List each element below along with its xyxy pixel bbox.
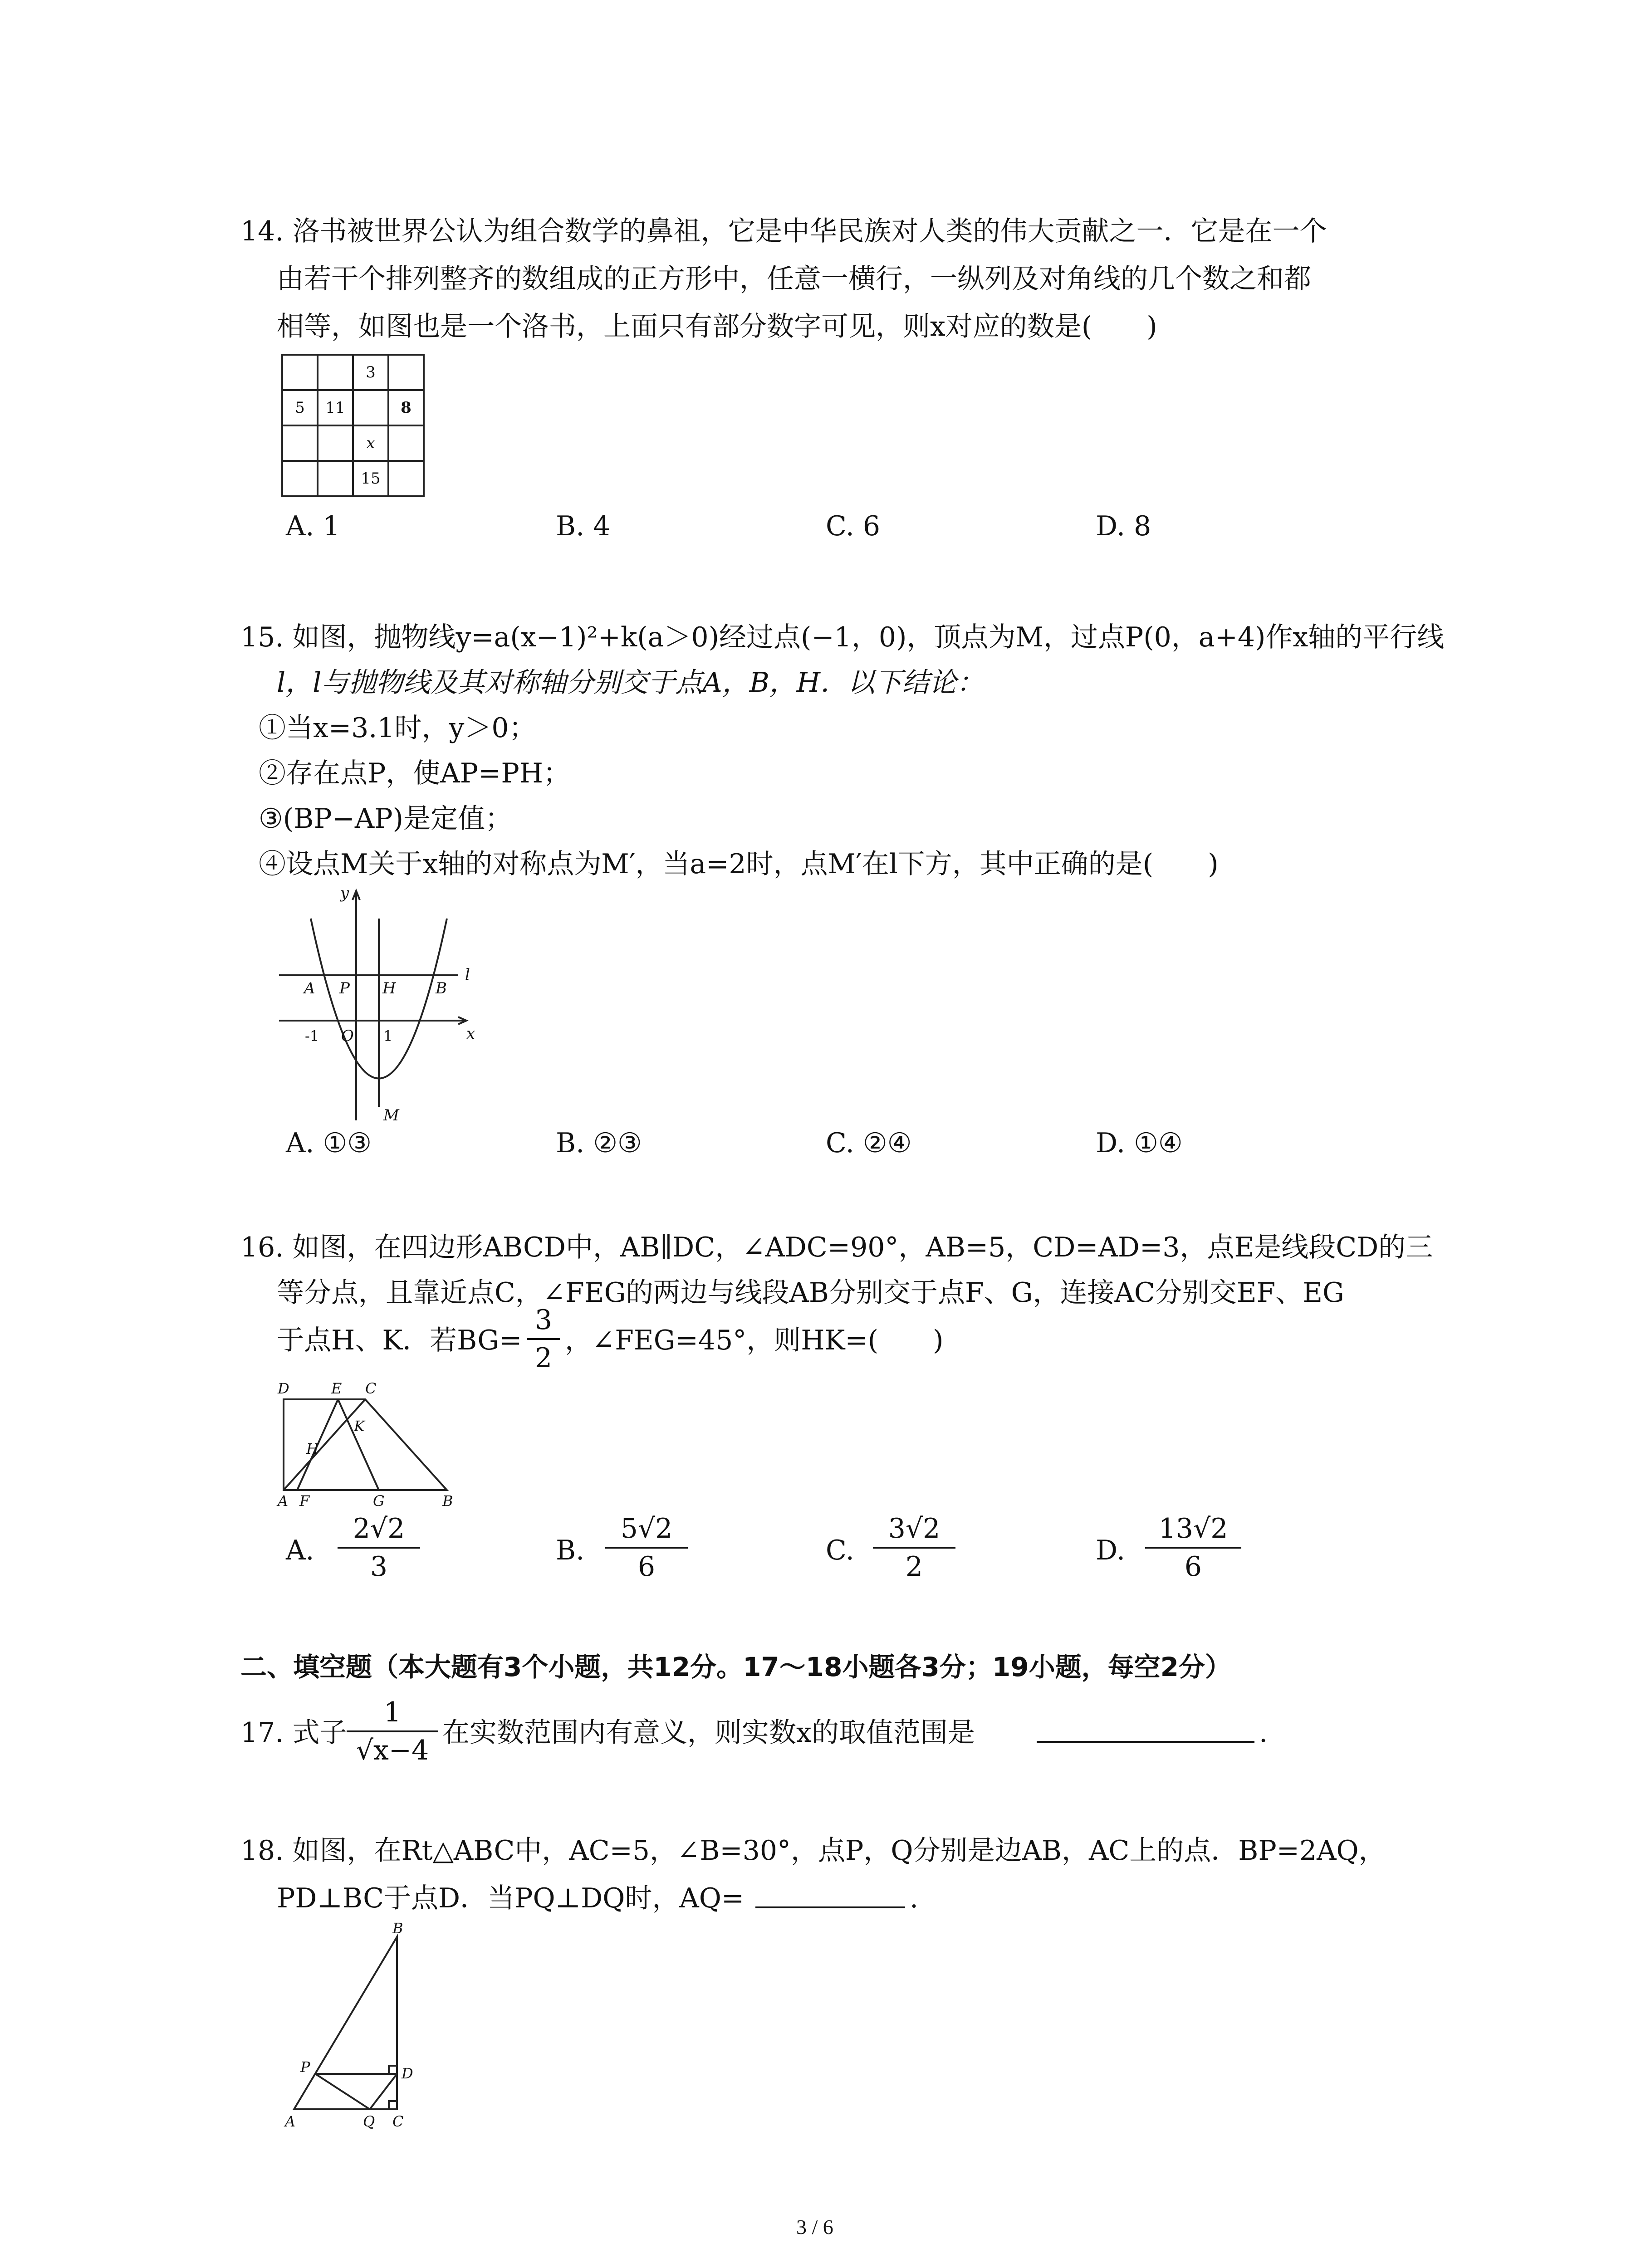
q17-numerator: 1 <box>383 1696 402 1728</box>
q17-suffix: 在实数范围内有意义，则实数x的取值范围是 <box>442 1717 975 1749</box>
q16-line-2: 等分点，且靠近点C，∠FEG的两边与线段AB分别交于点F、G，连接AC分别交EF、EG <box>277 1277 1344 1309</box>
point-c-label: C <box>365 1380 377 1397</box>
cell-r1c1: 11 <box>325 399 345 417</box>
q16-option-b-den: 6 <box>637 1551 656 1583</box>
axis-y-label: y <box>340 885 349 902</box>
q16-option-b-fraction[interactable] <box>603 1510 690 1585</box>
q18-end: . <box>910 1882 919 1914</box>
q16-option-c-fraction[interactable] <box>871 1510 957 1585</box>
q14-option-a[interactable]: A. 1 <box>286 510 340 542</box>
point-a-label: A <box>278 1492 289 1510</box>
cell-r3c2: 15 <box>361 469 381 488</box>
q16-option-d-num: 13√2 <box>1158 1513 1228 1545</box>
q16-option-c-den: 2 <box>905 1551 923 1583</box>
q15-option-d[interactable]: D. ①④ <box>1096 1127 1183 1159</box>
q16-bg-numerator: 3 <box>534 1304 553 1336</box>
q17-denominator: √x−4 <box>356 1735 429 1766</box>
q15-conclusion-3: ③(BP−AP)是定值； <box>259 803 513 835</box>
point-c-label: C <box>392 2113 404 2130</box>
q14-option-b[interactable]: B. 4 <box>556 510 611 542</box>
point-q-label: Q <box>363 2113 375 2130</box>
point-g-label: G <box>373 1492 385 1510</box>
q16-option-c-num: 3√2 <box>888 1513 941 1545</box>
q15-line-1: 15. 如图，抛物线y=a(x−1)²+k(a＞0)经过点(−1，0)，顶点为M，过点P(0，a+4)作x轴的平行线 <box>240 621 1445 653</box>
q16-line-1: 16. 如图，在四边形ABCD中，AB∥DC，∠ADC=90°，AB=5，CD=AD=3，点E是线段CD的三 <box>240 1232 1433 1263</box>
cell-r1c0: 5 <box>295 399 305 417</box>
point-o-label: O <box>341 1027 354 1045</box>
q16-option-c-letter[interactable]: C. <box>826 1535 854 1566</box>
point-b-label: B <box>442 1492 453 1510</box>
q14-line-1: 14. 洛书被世界公认为组合数学的鼻祖，它是中华民族对人类的伟大贡献之一．它是在一个 <box>240 215 1327 247</box>
line-l-label: l <box>465 966 470 984</box>
q16-option-a-num: 2√2 <box>353 1513 405 1545</box>
q17-fraction <box>345 1694 440 1769</box>
q16-option-b-num: 5√2 <box>620 1513 673 1545</box>
page-number: 3 / 6 <box>796 2215 833 2239</box>
q16-option-d-den: 6 <box>1184 1551 1202 1583</box>
q15-conclusion-2: ②存在点P，使AP=PH； <box>259 758 571 789</box>
cell-r0c2: 3 <box>366 363 376 381</box>
q17-prefix: 17. 式子 <box>240 1717 347 1749</box>
q18-line-1: 18. 如图，在Rt△ABC中，AC=5，∠B=30°，点P，Q分别是边AB，AC上的点．BP=2AQ， <box>240 1835 1386 1867</box>
point-p-label: P <box>339 979 350 997</box>
q18-answer-blank[interactable] <box>755 1906 905 1908</box>
axis-x-label: x <box>466 1025 475 1043</box>
point-d-label: D <box>402 2065 413 2082</box>
point-h-label: H <box>382 979 396 997</box>
q16-option-d-letter[interactable]: D. <box>1096 1535 1126 1566</box>
q15-conclusion-1: ①当x=3.1时，y＞0； <box>259 712 536 744</box>
tick-1-label: 1 <box>383 1027 393 1045</box>
point-f-label: F <box>299 1492 310 1510</box>
point-k-label: K <box>354 1418 365 1435</box>
q16-line-3-suffix: ，∠FEG=45°，则HK=( ) <box>565 1325 944 1356</box>
q18-line-2: PD⊥BC于点D．当PQ⊥DQ时，AQ= <box>277 1882 745 1914</box>
point-d-label: D <box>278 1380 289 1397</box>
q16-line-3-prefix: 于点H、K．若BG= <box>277 1325 522 1356</box>
q15-parabola-figure <box>272 885 481 1125</box>
tick-neg1-label: -1 <box>305 1027 319 1045</box>
q16-bg-fraction <box>525 1302 562 1376</box>
q14-line-3: 相等，如图也是一个洛书，上面只有部分数字可见，则x对应的数是( ) <box>277 311 1157 342</box>
q17-answer-blank[interactable] <box>1037 1741 1254 1743</box>
q16-bg-denominator: 2 <box>534 1342 553 1374</box>
point-m-label: M <box>383 1106 399 1124</box>
q18-triangle-figure <box>272 1919 436 2132</box>
q14-magic-square-figure <box>281 354 426 499</box>
cell-r1c3: 8 <box>401 399 411 417</box>
q14-line-2: 由若干个排列整齐的数组成的正方形中，任意一横行，一纵列及对角线的几个数之和都 <box>277 263 1311 295</box>
point-h-label: H <box>306 1440 319 1457</box>
point-b-label: B <box>392 1920 403 1937</box>
cell-r2c2: x <box>366 434 375 452</box>
point-a-label: A <box>285 2113 296 2130</box>
q17-end: . <box>1259 1717 1268 1749</box>
point-a-label: A <box>304 979 315 997</box>
q15-option-c[interactable]: C. ②④ <box>826 1127 912 1159</box>
point-p-label: P <box>300 2058 310 2076</box>
q15-option-a[interactable]: A. ①③ <box>286 1127 372 1159</box>
q16-option-b-letter[interactable]: B. <box>556 1535 585 1566</box>
q16-option-d-fraction[interactable] <box>1143 1510 1243 1585</box>
q16-quadrilateral-figure <box>272 1374 463 1510</box>
q14-option-c[interactable]: C. 6 <box>826 510 881 542</box>
q16-option-a-den: 3 <box>370 1551 388 1583</box>
q15-line-2: l，l与抛物线及其对称轴分别交于点A，B，H．以下结论： <box>277 667 984 699</box>
q16-option-a-fraction[interactable] <box>336 1510 422 1585</box>
q15-option-b[interactable]: B. ②③ <box>556 1127 642 1159</box>
q14-option-d[interactable]: D. 8 <box>1096 510 1151 542</box>
q16-option-a-letter[interactable]: A. <box>286 1535 314 1566</box>
point-b-label: B <box>436 979 447 997</box>
section-2-heading: 二、填空题（本大题有3个小题，共12分。17～18小题各3分；19小题，每空2分） <box>240 1652 1231 1682</box>
q15-conclusion-4: ④设点M关于x轴的对称点为M′，当a=2时，点M′在l下方，其中正确的是( ) <box>259 848 1219 880</box>
point-e-label: E <box>331 1380 342 1397</box>
